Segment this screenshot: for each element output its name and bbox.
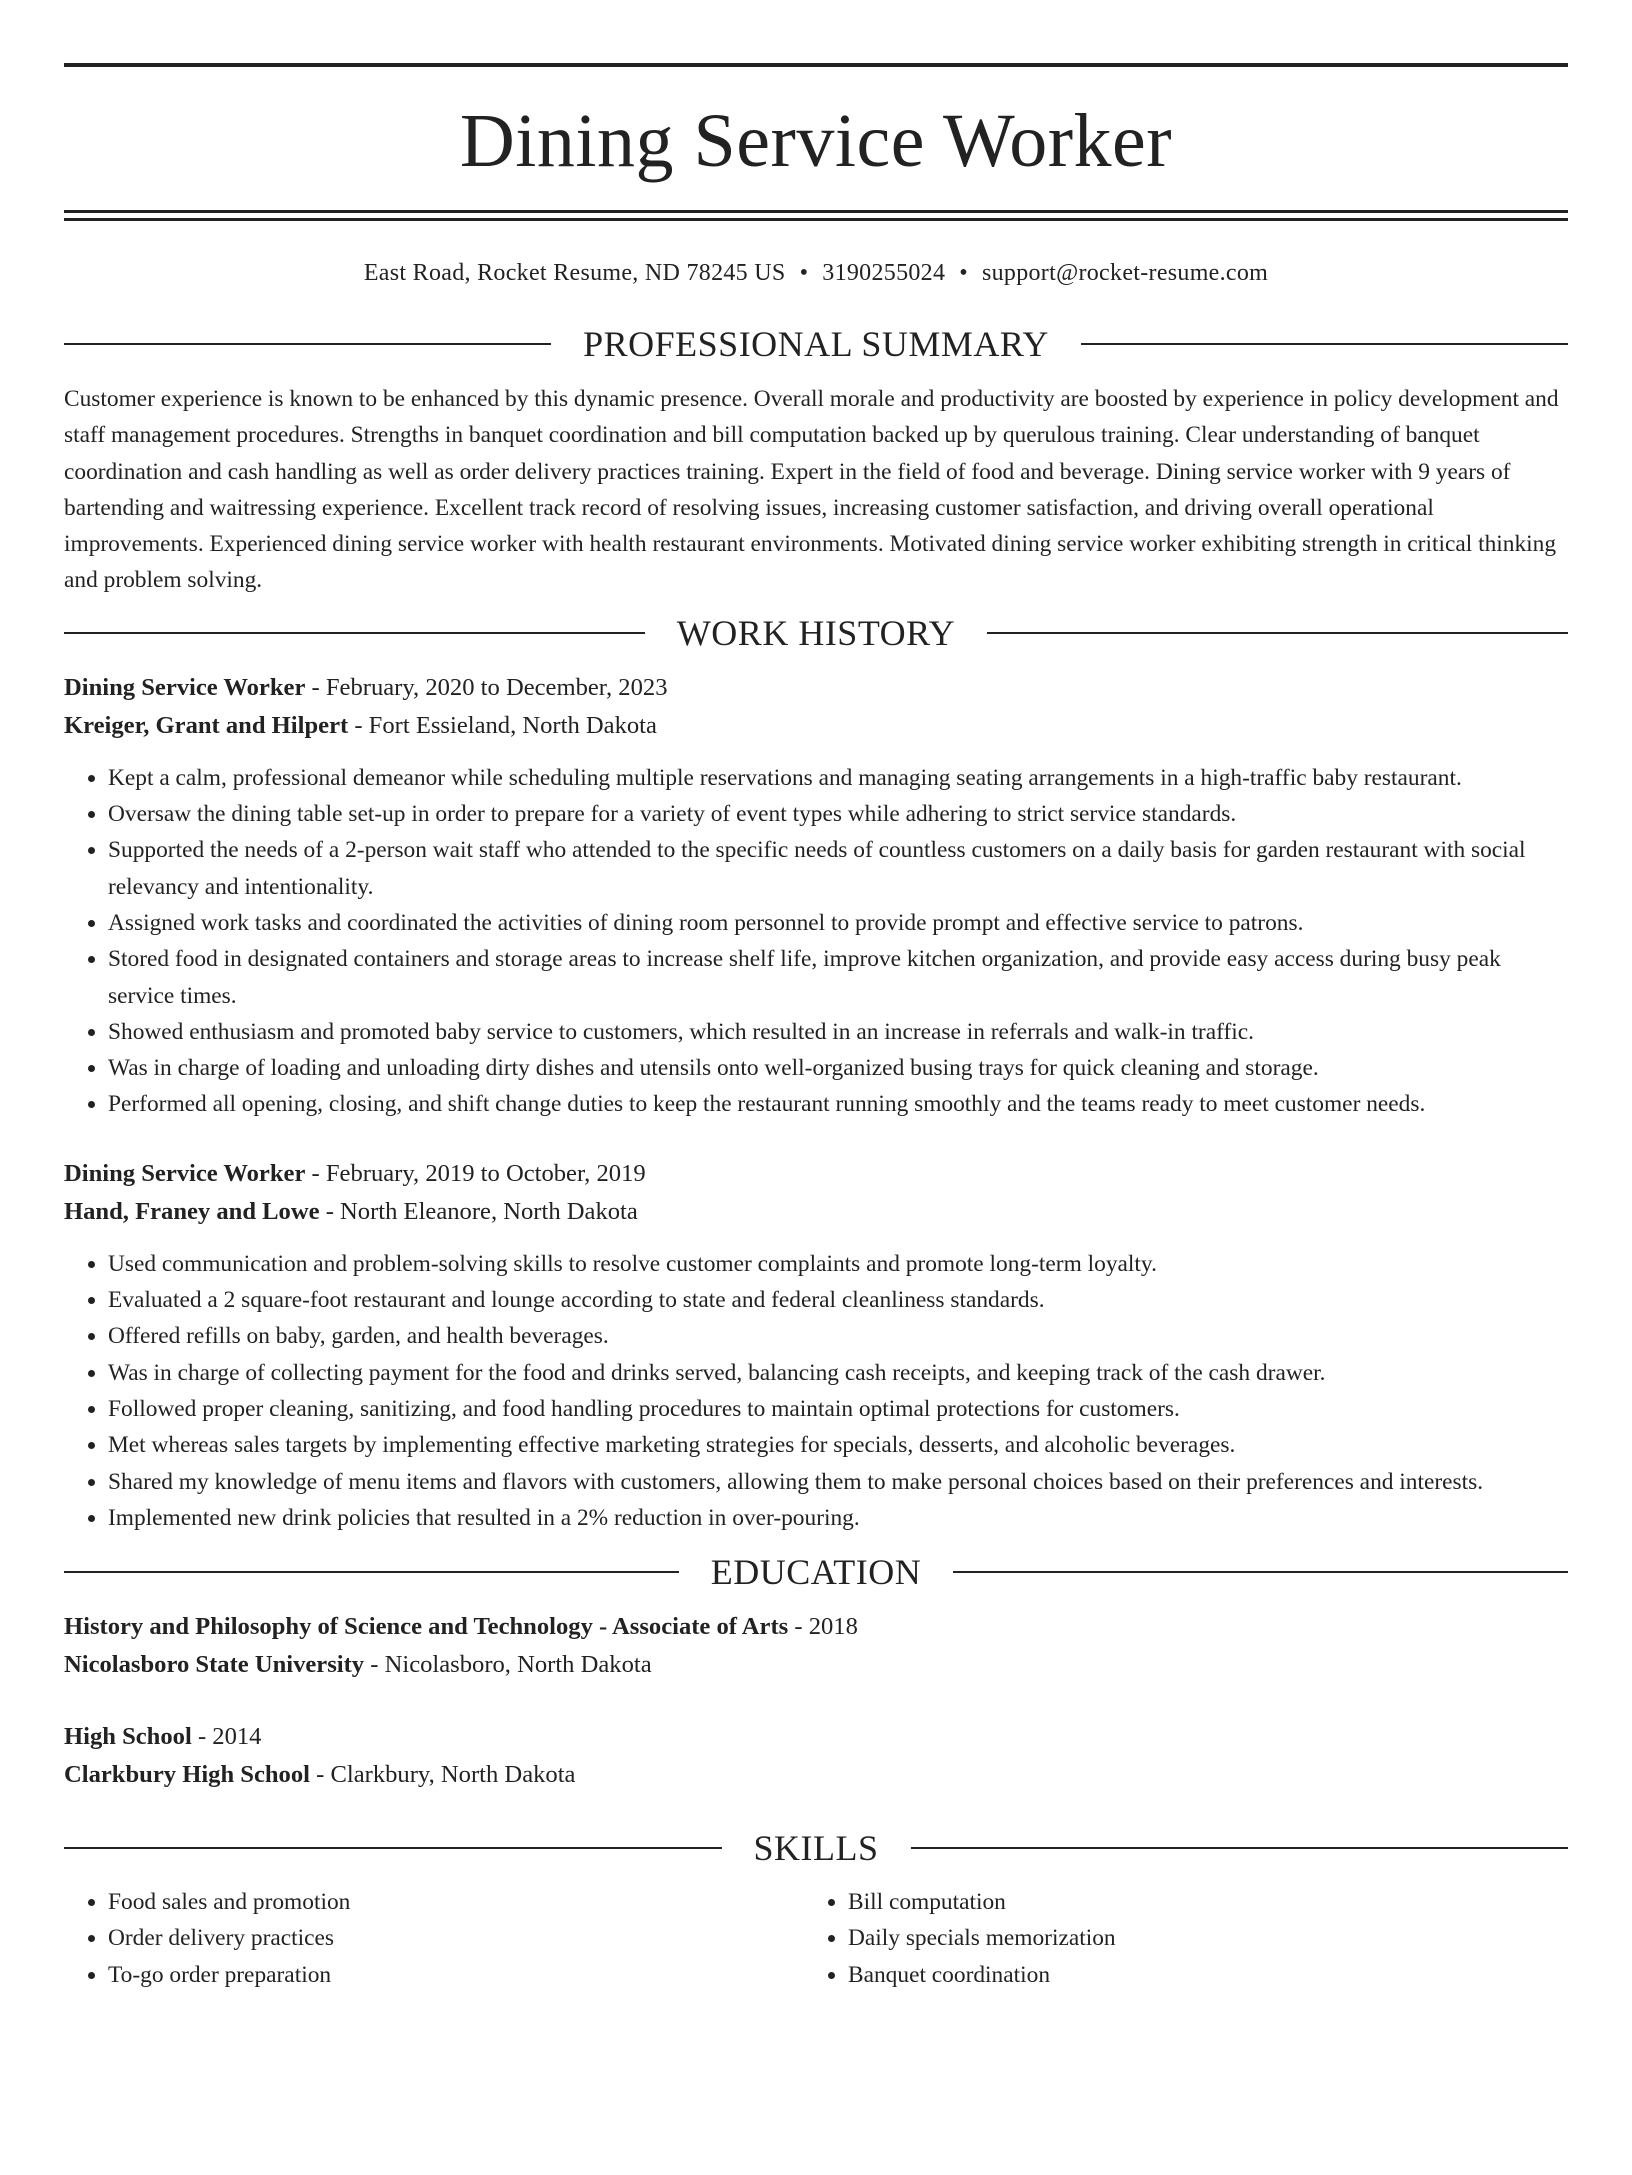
heading-rule (987, 632, 1568, 634)
job-location: - Fort Essieland, North Dakota (348, 711, 657, 739)
skills-list-left (64, 1884, 804, 1993)
list-item: • Used communication and problem-solving skills to resolve customer complaints and promote long-term loyalty. (108, 1246, 1568, 1282)
contact-phone: 3190255024 (822, 260, 946, 286)
section-title: PROFESSIONAL SUMMARY (583, 324, 1049, 364)
list-item: • Oversaw the dining table set-up in order to prepare for a variety of event types while adhering to strict service standards. (108, 796, 1568, 832)
education-year: - 2018 (788, 1613, 858, 1641)
list-item: • Performed all opening, closing, and shift change duties to keep the restaurant running smoothly and the teams ready to meet customer needs. (108, 1086, 1568, 1122)
list-item: • Evaluated a 2 square-foot restaurant and lounge according to state and federal cleanliness standards. (108, 1282, 1568, 1318)
list-item: • Met whereas sales targets by implementing effective marketing strategies for specials, desserts, and alcoholic beverages. (108, 1427, 1568, 1463)
section-heading-skills (64, 1826, 1568, 1870)
education-school-line (64, 1756, 1568, 1794)
list-item: • Was in charge of collecting payment for the food and drinks served, balancing cash receipts, and keeping track of the cash drawer. (108, 1355, 1568, 1391)
list-item: • Was in charge of loading and unloading dirty dishes and utensils onto well-organized busing trays for quick cleaning and storage. (108, 1050, 1568, 1086)
section-heading-summary (64, 322, 1568, 366)
heading-rule (911, 1847, 1569, 1849)
job-bullets (64, 760, 1568, 1123)
heading-rule (64, 1847, 722, 1849)
list-item: • Assigned work tasks and coordinated the activities of dining room personnel to provide prompt and effective service to patrons. (108, 905, 1568, 941)
section-title: SKILLS (753, 1828, 879, 1869)
education-school-line (64, 1646, 1568, 1684)
education-degree-line (64, 1608, 1568, 1646)
contact-line (64, 258, 1568, 288)
section-title: WORK HISTORY (676, 612, 956, 653)
education-degree: History and Philosophy of Science and Technology - Associate of Arts (64, 1613, 789, 1641)
contact-address: East Road, Rocket Resume, ND 78245 US (363, 260, 786, 286)
job-entry (64, 1155, 1568, 1536)
list-item: • Followed proper cleaning, sanitizing, and food handling procedures to maintain optimal protections for customers. (108, 1391, 1568, 1427)
job-company: Hand, Franey and Lowe (64, 1197, 320, 1225)
skill-item: • Order delivery practices (108, 1920, 804, 1956)
list-item: • Stored food in designated containers and storage areas to increase shelf life, improve kitchen organization, and provide easy access during busy peak service times. (108, 941, 1568, 1014)
education-entry (64, 1718, 1568, 1794)
education-year: - 2014 (191, 1723, 262, 1751)
contact-separator: • (799, 260, 809, 286)
double-rule (64, 210, 1568, 221)
skills-columns (64, 1884, 1568, 1993)
skill-item: • Banquet coordination (848, 1957, 1544, 1993)
job-dates: - February, 2020 to December, 2023 (305, 673, 668, 701)
list-item: • Implemented new drink policies that resulted in a 2% reduction in over-pouring. (108, 1500, 1568, 1536)
heading-rule (64, 1571, 679, 1573)
resume-name: Dining Service Worker (459, 99, 1173, 183)
summary-text: Customer experience is known to be enhanced by this dynamic presence. Overall morale and productivity are boosted by experience in policy development and staff management procedures. Strengths in banquet coordination and bill computation backed up by querulous training. Clear understanding of banquet coordination and cash handling as well as order delivery practices training. Expert in the field of food and beverage. Dining service worker with 9 years of bartending and waitressing experience. Excellent track record of resolving issues, increasing customer satisfaction, and driving overall operational improvements. Experienced dining service worker with health restaurant environments. Motivated dining service worker exhibiting strength in critical thinking and problem solving. (64, 386, 1559, 594)
education-location: - Clarkbury, North Dakota (310, 1761, 576, 1789)
list-item: • Shared my knowledge of menu items and flavors with customers, allowing them to make personal choices based on their preferences and interests. (108, 1464, 1568, 1500)
skill-item: • Food sales and promotion (108, 1884, 804, 1920)
contact-separator: • (959, 260, 968, 286)
heading-rule (64, 343, 551, 345)
job-title-line (64, 1155, 1568, 1193)
heading-rule (953, 1571, 1568, 1573)
education-degree-line (64, 1718, 1568, 1756)
education-entry (64, 1608, 1568, 1684)
education-location: - Nicolasboro, North Dakota (364, 1651, 652, 1679)
contact-email: support@rocket-resume.com (981, 260, 1269, 286)
skills-list-right (804, 1884, 1544, 1993)
job-dates: - February, 2019 to October, 2019 (305, 1159, 646, 1187)
heading-rule (1081, 343, 1568, 345)
list-item: • Supported the needs of a 2-person wait staff who attended to the specific needs of countless customers on a daily basis for garden restaurant with social relevancy and intentionality. (108, 832, 1568, 905)
education-school: Clarkbury High School (64, 1761, 310, 1789)
job-title-line (64, 669, 1568, 707)
list-item: • Offered refills on baby, garden, and health beverages. (108, 1318, 1568, 1354)
job-bullets (64, 1246, 1568, 1536)
education-degree: High School (64, 1723, 192, 1751)
job-company: Kreiger, Grant and Hilpert (64, 711, 349, 739)
job-location: - North Eleanore, North Dakota (319, 1197, 638, 1225)
section-heading-work (64, 611, 1568, 655)
job-entry (64, 669, 1568, 1123)
job-company-line (64, 1193, 1568, 1231)
job-company-line (64, 707, 1568, 745)
section-title: EDUCATION (710, 1552, 922, 1593)
section-heading-education (64, 1550, 1568, 1594)
skill-item: • Daily specials memorization (848, 1920, 1544, 1956)
list-item: • Showed enthusiasm and promoted baby service to customers, which resulted in an increase in referrals and walk-in traffic. (108, 1014, 1568, 1050)
skill-item: • To-go order preparation (108, 1957, 804, 1993)
heading-rule (64, 632, 645, 634)
skill-item: • Bill computation (848, 1884, 1544, 1920)
job-role: Dining Service Worker (64, 673, 306, 701)
resume-page (0, 63, 1632, 2175)
list-item: • Kept a calm, professional demeanor while scheduling multiple reservations and managing seating arrangements in a high-traffic baby restaurant. (108, 760, 1568, 796)
education-school: Nicolasboro State University (64, 1651, 365, 1679)
job-role: Dining Service Worker (64, 1159, 306, 1187)
